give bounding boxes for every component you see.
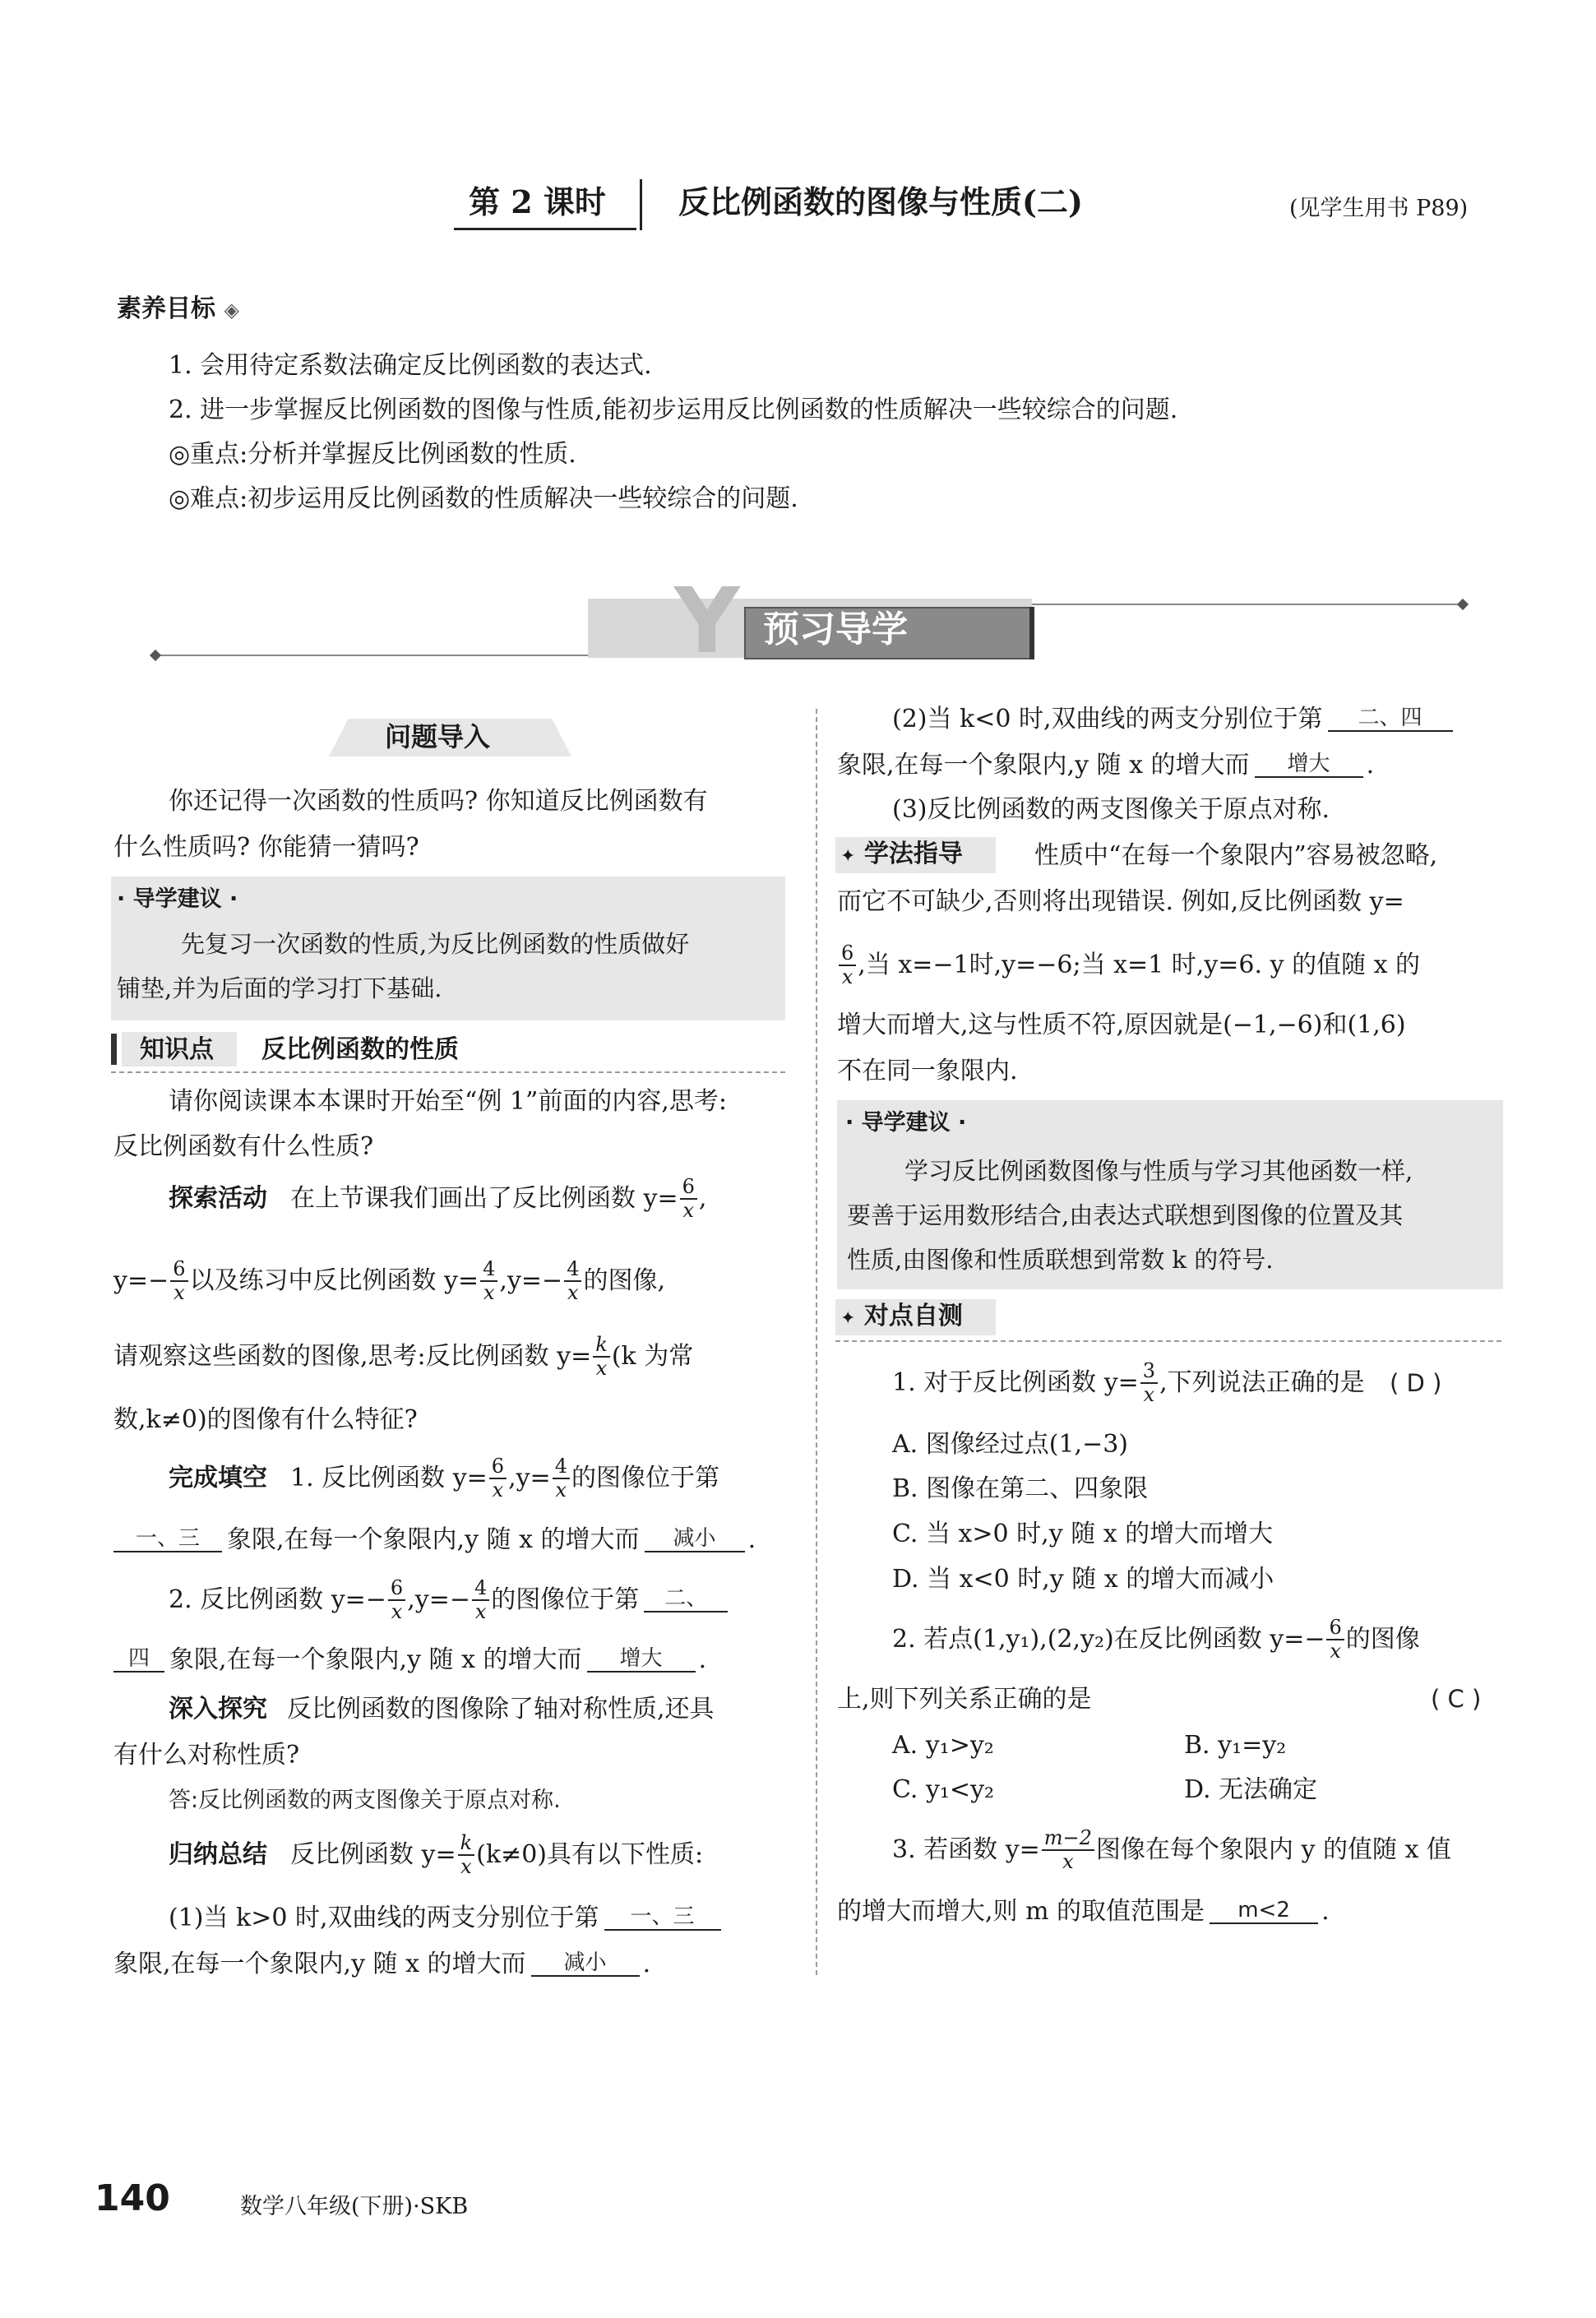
advice-title-right: · 导学建议 ·: [845, 1110, 967, 1136]
fraction-6-over-x: $\frac{6}{x}$: [680, 1177, 697, 1221]
question-1-option-a: A. 图像经过点(1,−3): [892, 1430, 1128, 1459]
read-line1: 请你阅读课本本课时开始至“例 1”前面的内容,思考:: [169, 1087, 727, 1116]
header-rule: [454, 228, 636, 230]
question-1-option-d: D. 当 x<0 时,y 随 x 的增大而减小: [892, 1565, 1274, 1594]
answer-blank: 二、四: [1328, 707, 1453, 732]
answer-blank: 二、: [644, 1588, 728, 1612]
deep-line1: 深入探究 反比例函数的图像除了轴对称性质,还具: [169, 1695, 715, 1723]
fraction-k-over-x: $\frac{k}{x}$: [593, 1335, 610, 1379]
explore-line4: 数,k≠0)的图像有什么特征?: [113, 1405, 418, 1434]
explore-line2: y=− $\frac{6}{x}$ 以及练习中反比例函数 y= $\frac{4}{x}$ ,y=− $\frac{4}{x}$ 的图像,: [113, 1256, 666, 1304]
question-1-answer: ( D ): [1390, 1369, 1442, 1397]
answer-blank: m<2: [1210, 1899, 1318, 1924]
banner-line-right: [1028, 604, 1464, 605]
self-test-label: ✦ 对点自测: [840, 1302, 963, 1330]
fraction-6-over-x: $\frac{6}{x}$: [170, 1259, 187, 1303]
answer-blank: 四: [113, 1648, 164, 1673]
knowledge-bar: [111, 1034, 117, 1065]
method-line2: 而它不可缺少,否则将出现错误. 例如,反比例函数 y=: [837, 887, 1404, 916]
column-divider: [816, 709, 817, 1975]
answer-blank: 增大: [587, 1648, 696, 1673]
summary-2-line2: 象限,在每一个象限内,y 随 x 的增大而 增大 .: [837, 751, 1375, 780]
fill2-line1: 2. 反比例函数 y=− $\frac{6}{x}$ ,y=− $\frac{4}{x}$ 的图像位于第 二、: [169, 1577, 728, 1623]
read-line2: 反比例函数有什么性质?: [113, 1132, 374, 1161]
summary-1-line1: (1)当 k>0 时,双曲线的两支分别位于第 一、三: [169, 1906, 721, 1931]
explore-line3: 请观察这些函数的图像,思考:反比例函数 y= $\frac{k}{x}$ (k 为常: [113, 1332, 694, 1380]
header-divider: [640, 179, 642, 230]
star-icon: ✦: [840, 846, 856, 867]
fraction-k-over-x: $\frac{k}{x}$: [458, 1833, 475, 1877]
question-2-option-b: B. y₁=y₂: [1184, 1731, 1287, 1760]
intro-title: 问题导入: [385, 721, 491, 752]
summary-3: (3)反比例函数的两支图像关于原点对称.: [892, 795, 1330, 824]
deep-answer: 答:反比例函数的两支图像关于原点对称.: [169, 1788, 561, 1813]
question-3-line1: 3. 若函数 y= $\frac{m-2}{x}$ 图像在每个象限内 y 的值随 x 值: [892, 1825, 1451, 1873]
advice-left-line2: 铺垫,并为后面的学习打下基础.: [117, 974, 442, 1002]
answer-blank: 增大: [1255, 753, 1363, 778]
advice-right-line2: 要善于运用数形结合,由表达式联想到图像的位置及其: [847, 1201, 1404, 1229]
advice-right-line3: 性质,由图像和性质联想到常数 k 的符号.: [847, 1246, 1274, 1274]
goal-key-point: ◎重点:分析并掌握反比例函数的性质.: [169, 440, 576, 469]
goal-item-1: 1. 会用待定系数法确定反比例函数的表达式.: [169, 351, 652, 380]
explore-line1: 探索活动 在上节课我们画出了反比例函数 y= $\frac{6}{x}$ ,: [169, 1174, 707, 1222]
fill-label: 完成填空: [169, 1464, 267, 1492]
fraction-4-over-x: $\frac{4}{x}$: [553, 1456, 570, 1501]
banner-diamond-right: [1457, 599, 1469, 610]
fraction-4-over-x: $\frac{4}{x}$: [472, 1578, 489, 1622]
fraction-6-over-x: $\frac{6}{x}$: [388, 1578, 405, 1622]
advice-right-line1: 学习反比例函数图像与性质与学习其他函数一样,: [904, 1157, 1413, 1185]
advice-title-left: · 导学建议 ·: [117, 886, 238, 912]
method-line3: $\frac{6}{x}$ ,当 x=−1时,y=−6;当 x=1 时,y=6. y 的值随 x 的: [837, 942, 1420, 988]
book-title: 数学八年级(下册)·SKB: [240, 2194, 469, 2219]
answer-blank: 减小: [531, 1952, 640, 1977]
intro-paragraph-line1: 你还记得一次函数的性质吗? 你知道反比例函数有: [169, 787, 708, 816]
fraction-6-over-x: $\frac{6}{x}$: [489, 1456, 507, 1501]
question-2-line1: 2. 若点(1,y₁),(2,y₂)在反比例函数 y=− $\frac{6}{x}$ 的图像: [892, 1615, 1420, 1663]
answer-blank: 一、三: [113, 1528, 222, 1552]
question-1-option-c: C. 当 x>0 时,y 随 x 的增大而增大: [892, 1520, 1274, 1548]
fraction-4-over-x: $\frac{4}{x}$: [480, 1259, 497, 1303]
intro-paragraph-line2: 什么性质吗? 你能猜一猜吗?: [113, 833, 419, 862]
deep-label: 深入探究: [169, 1695, 267, 1723]
answer-blank: 减小: [645, 1528, 745, 1552]
fill1-line2: 一、三 象限,在每一个象限内,y 随 x 的增大而 减小 .: [113, 1528, 756, 1552]
question-1-option-b: B. 图像在第二、四象限: [892, 1474, 1149, 1503]
goals-title: 素养目标 ◈: [117, 294, 239, 323]
method-line1: 性质中“在每一个象限内”容易被忽略,: [1034, 841, 1438, 870]
fraction-6-over-x: $\frac{6}{x}$: [839, 943, 856, 988]
method-line4: 增大而增大,这与性质不符,原因就是(−1,−6)和(1,6): [837, 1011, 1406, 1039]
fraction-m-minus-2-over-x: $\frac{m-2}{x}$: [1042, 1828, 1094, 1872]
answer-blank: 一、三: [604, 1906, 721, 1931]
question-2-answer: ( C ): [1431, 1685, 1482, 1713]
lesson-label: 第 2 课时: [469, 183, 606, 220]
page-reference: (见学生用书 P89): [1289, 196, 1469, 221]
method-label: ✦ 学法指导: [840, 840, 963, 868]
deep-line2: 有什么对称性质?: [113, 1741, 300, 1770]
fraction-4-over-x: $\frac{4}{x}$: [564, 1259, 581, 1303]
question-2-option-d: D. 无法确定: [1184, 1775, 1318, 1804]
star-icon: ✦: [840, 1308, 856, 1329]
knowledge-title: 反比例函数的性质: [261, 1035, 459, 1064]
question-2-option-a: A. y₁>y₂: [892, 1731, 994, 1760]
explore-label: 探索活动: [169, 1184, 267, 1213]
question-2-line2: 上,则下列关系正确的是: [837, 1685, 1092, 1714]
banner-end-bar: [1029, 607, 1034, 659]
fraction-3-over-x: $\frac{3}{x}$: [1140, 1361, 1158, 1405]
fraction-6-over-x: $\frac{6}{x}$: [1326, 1617, 1344, 1662]
summary-line1: 归纳总结 反比例函数 y= $\frac{k}{x}$ (k≠0)具有以下性质:: [169, 1830, 704, 1878]
fill2-line2: 四 象限,在每一个象限内,y 随 x 的增大而 增大 .: [113, 1648, 706, 1673]
knowledge-rule: [111, 1071, 785, 1073]
goal-item-2: 2. 进一步掌握反比例函数的图像与性质,能初步运用反比例函数的性质解决一些较综合的问题.: [169, 396, 1178, 424]
lesson-title: 反比例函数的图像与性质(二): [678, 183, 1083, 220]
banner-title: 预习导学: [763, 608, 908, 650]
self-test-rule: [835, 1340, 1501, 1342]
page-number: 140: [95, 2177, 170, 2219]
method-line5: 不在同一象限内.: [837, 1057, 1018, 1085]
diamond-icon: ◈: [224, 298, 239, 322]
banner-letter: Y: [674, 568, 740, 673]
banner-diamond-left: [150, 650, 161, 661]
goal-difficult-point: ◎难点:初步运用反比例函数的性质解决一些较综合的问题.: [169, 484, 798, 513]
summary-1-line2: 象限,在每一个象限内,y 随 x 的增大而 减小 .: [113, 1950, 651, 1978]
knowledge-label: 知识点: [140, 1035, 214, 1064]
question-2-option-c: C. y₁<y₂: [892, 1775, 995, 1804]
summary-2-line1: (2)当 k<0 时,双曲线的两支分别位于第 二、四: [892, 707, 1453, 732]
summary-label: 归纳总结: [169, 1840, 267, 1869]
fill1-line1: 完成填空 1. 反比例函数 y= $\frac{6}{x}$ ,y= $\frac{4}{x}$ 的图像位于第: [169, 1454, 719, 1501]
question-3-line2: 的增大而增大,则 m 的取值范围是 m<2 .: [837, 1897, 1330, 1926]
advice-left-line1: 先复习一次函数的性质,为反比例函数的性质做好: [181, 930, 690, 958]
question-1: 1. 对于反比例函数 y= $\frac{3}{x}$ ,下列说法正确的是: [892, 1358, 1365, 1406]
